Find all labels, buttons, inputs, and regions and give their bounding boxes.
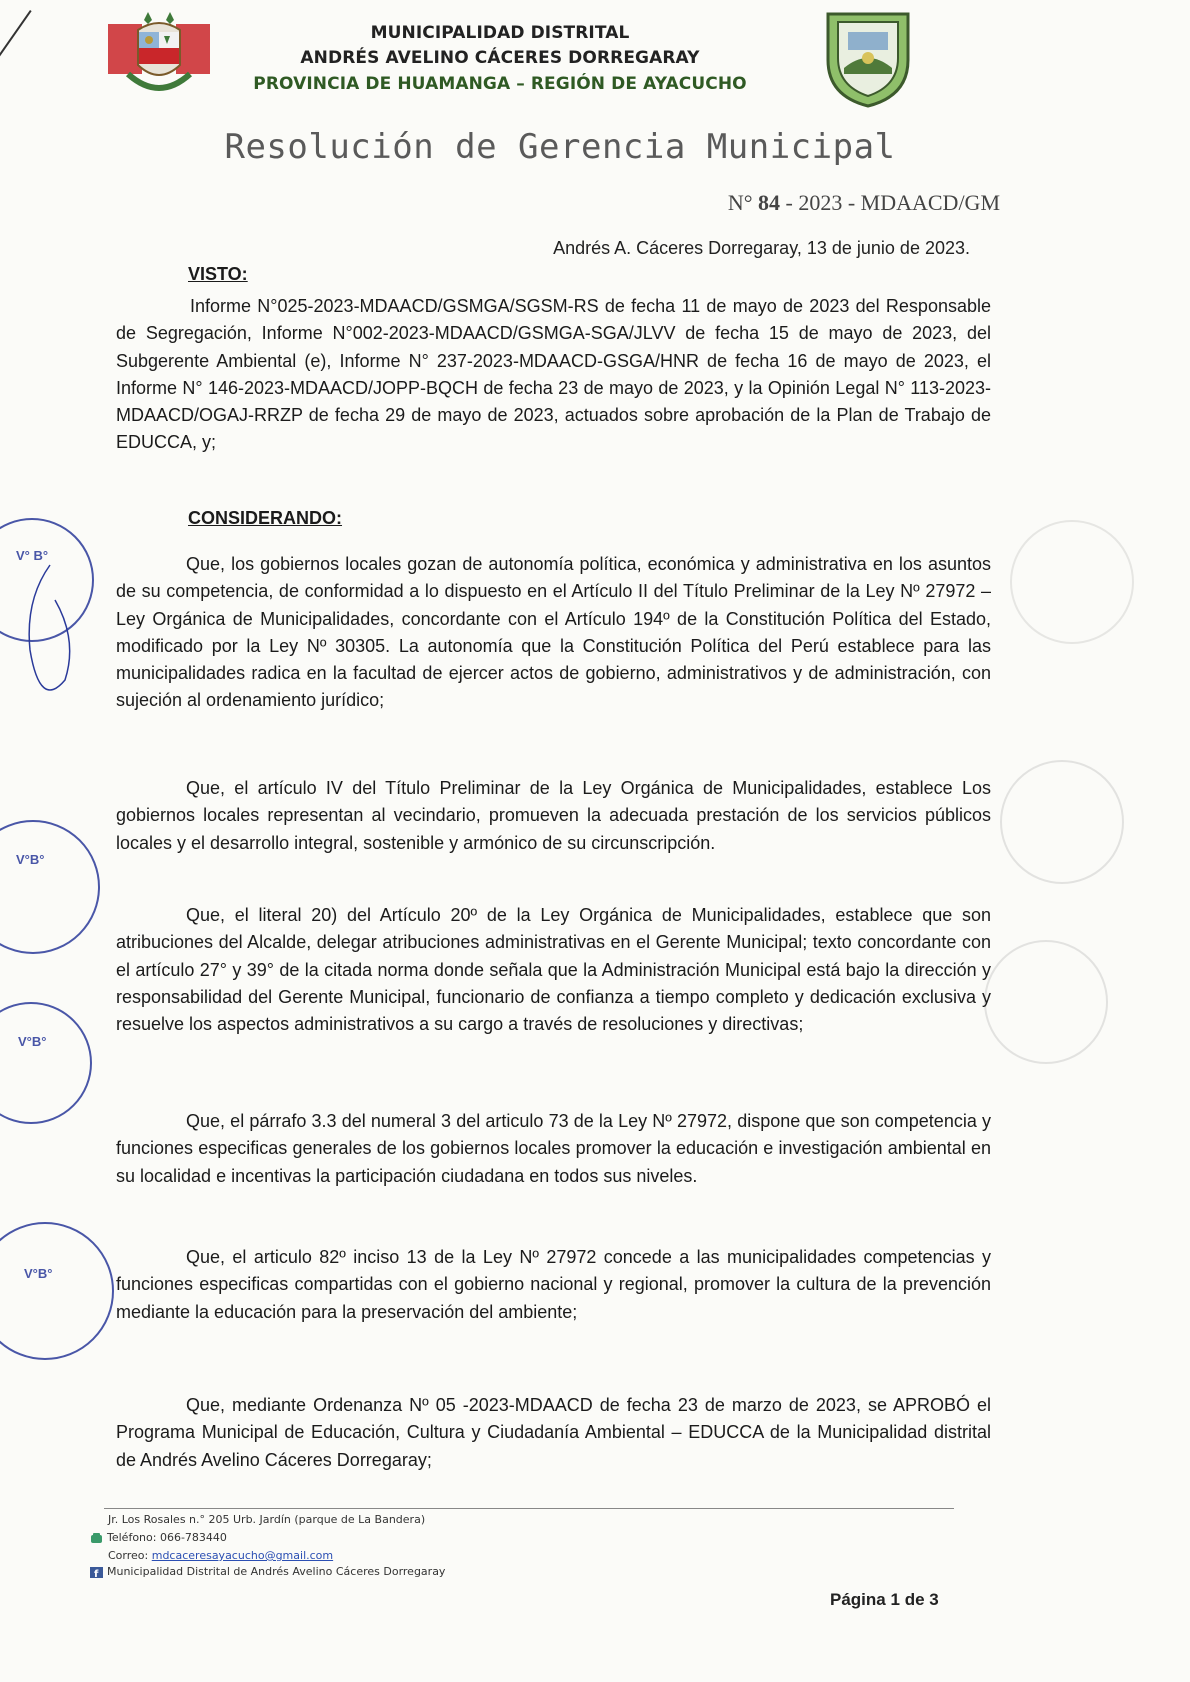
approval-seal-3 bbox=[0, 1002, 92, 1124]
signature-scribble bbox=[20, 560, 80, 710]
facebook-icon bbox=[90, 1567, 103, 1578]
visto-paragraph: Informe N°025-2023-MDAACD/GSMGA/SGSM-RS de fecha 11 de mayo de 2023 del Responsable de Segregación, Informe N°002-2023-MDAACD/GSMGA-SGA/JLVV de fecha 15 de mayo de 2023, del Subgerente Ambiental (e), Informe N° 237-2023-MDAACD-GSGA/HNR de fecha 16 de mayo de 2023, el Informe N° 146-2023-MDAACD/JOPP-BQCH de fecha 23 de mayo de 2023, y la Opinión Legal N° 113-2023-MDAACD/OGAJ-RRZP de fecha 29 de mayo de 2023, actuados sobre aprobación de la Plan de Trabajo de EDUCCA, y; bbox=[116, 296, 991, 453]
footer-email-label: Correo: bbox=[108, 1549, 149, 1562]
document-number bbox=[600, 190, 1000, 216]
page-current: 1 bbox=[890, 1590, 900, 1609]
footer-divider bbox=[104, 1508, 954, 1509]
bleed-seal-3 bbox=[984, 940, 1108, 1064]
footer-facebook-row bbox=[90, 1565, 445, 1578]
peru-coat-of-arms-logo bbox=[108, 10, 210, 102]
pen-stroke bbox=[0, 10, 32, 60]
approval-seal-4 bbox=[0, 1222, 114, 1360]
municipal-shield-logo bbox=[822, 8, 914, 108]
date-line: Andrés A. Cáceres Dorregaray, 13 de junio de 2023. bbox=[553, 238, 970, 258]
seal-1-label: V° B° bbox=[16, 548, 49, 563]
footer-email-row bbox=[108, 1549, 333, 1562]
footer-phone-row bbox=[90, 1531, 227, 1544]
seal-2-label: V°B° bbox=[16, 852, 45, 867]
header-province-region: PROVINCIA DE HUAMANGA – REGIÓN DE AYACUCHO bbox=[253, 74, 747, 94]
document-title: Resolución de Gerencia Municipal bbox=[224, 127, 896, 167]
visto-heading: VISTO: bbox=[188, 264, 248, 284]
considerando-heading: CONSIDERANDO: bbox=[188, 508, 343, 528]
number-suffix: - 2023 - MDAACD/GM bbox=[785, 190, 1000, 215]
phone-icon bbox=[90, 1533, 103, 1544]
footer-facebook: Municipalidad Distrital de Andrés Avelino Cáceres Dorregaray bbox=[107, 1565, 446, 1578]
footer-address: Jr. Los Rosales n.° 205 Urb. Jardín (parque de La Bandera) bbox=[108, 1513, 426, 1526]
footer-email-link[interactable]: mdcaceresayacucho@gmail.com bbox=[151, 1549, 334, 1562]
considerando-paragraph-3: Que, el literal 20) del Artículo 20º de la Ley Orgánica de Municipalidades, establece que son atribuciones del Alcalde, delegar atribuciones administrativas en el Gerente Municipal; texto concordante con el artículo 27° y 39° de la citada norma donde señala que la Administración Municipal está bajo la dirección y responsabilidad del Gerente Municipal, funcionario de confianza a tiempo completo y dedicación exclusiva y resuelve los aspectos administrativos a su cargo a través de resoluciones y directivas; bbox=[116, 905, 991, 1035]
seal-4-label: V°B° bbox=[24, 1266, 53, 1281]
considerando-paragraph-2: Que, el artículo IV del Título Preliminar de la Ley Orgánica de Municipalidades, establece Los gobiernos locales representan al vecindario, promueven la adecuada prestación de los servicios públicos locales y el desarrollo integral, sostenible y armónico de su circunscripción. bbox=[116, 778, 991, 853]
header-district-name: ANDRÉS AVELINO CÁCERES DORREGARAY bbox=[300, 48, 700, 68]
considerando-paragraph-1: Que, los gobiernos locales gozan de autonomía política, económica y administrativa en los asuntos de su competencia, de conformidad a lo dispuesto en el Artículo II del Título Preliminar de la Ley Nº 27972 – Ley Orgánica de Municipalidades, concordante con el Artículo 194º de la Constitución Política del Estado, modificado por la Ley Nº 30305. La autonomía que la Constitución Política del Perú establece para las municipalidades radica en la facultad de ejercer actos de gobierno, administrativos y de administración, con sujeción al ordenamiento jurídico; bbox=[116, 554, 991, 711]
considerando-paragraph-5: Que, el articulo 82º inciso 13 de la Ley Nº 27972 concede a las municipalidades competencias y funciones especificas compartidas con el gobierno nacional y regional, promover la cultura de la prevención mediante la educación para la preservación del ambiente; bbox=[116, 1247, 991, 1322]
header-municipality-line: MUNICIPALIDAD DISTRITAL bbox=[370, 23, 630, 43]
considerando-paragraph-4: Que, el párrafo 3.3 del numeral 3 del articulo 73 de la Ley Nº 27972, dispone que son competencia y funciones especificas generales de los gobiernos locales promover la educación e investigación ambiental en su localidad e incentivas la participación ciudadana en todos sus niveles. bbox=[116, 1111, 991, 1186]
bleed-seal-2 bbox=[1000, 760, 1124, 884]
seal-3-label: V°B° bbox=[18, 1034, 47, 1049]
footer-phone: Teléfono: 066-783440 bbox=[107, 1531, 227, 1544]
page-of: de bbox=[904, 1590, 925, 1609]
considerando-paragraph-6: Que, mediante Ordenanza Nº 05 -2023-MDAACD de fecha 23 de marzo de 2023, se APROBÓ el Programa Municipal de Educación, Cultura y Ciudadanía Ambiental – EDUCCA de la Municipalidad distrital de Andrés Avelino Cáceres Dorregaray; bbox=[116, 1395, 991, 1470]
page-indicator bbox=[830, 1590, 939, 1610]
page-label: Página bbox=[830, 1590, 886, 1609]
svg-text:f: f bbox=[94, 1568, 99, 1578]
bleed-seal-1 bbox=[1010, 520, 1134, 644]
number-prefix: N° bbox=[727, 190, 753, 215]
number-value: 84 bbox=[758, 190, 780, 215]
approval-seal-2 bbox=[0, 820, 100, 954]
page-total: 3 bbox=[929, 1590, 939, 1609]
